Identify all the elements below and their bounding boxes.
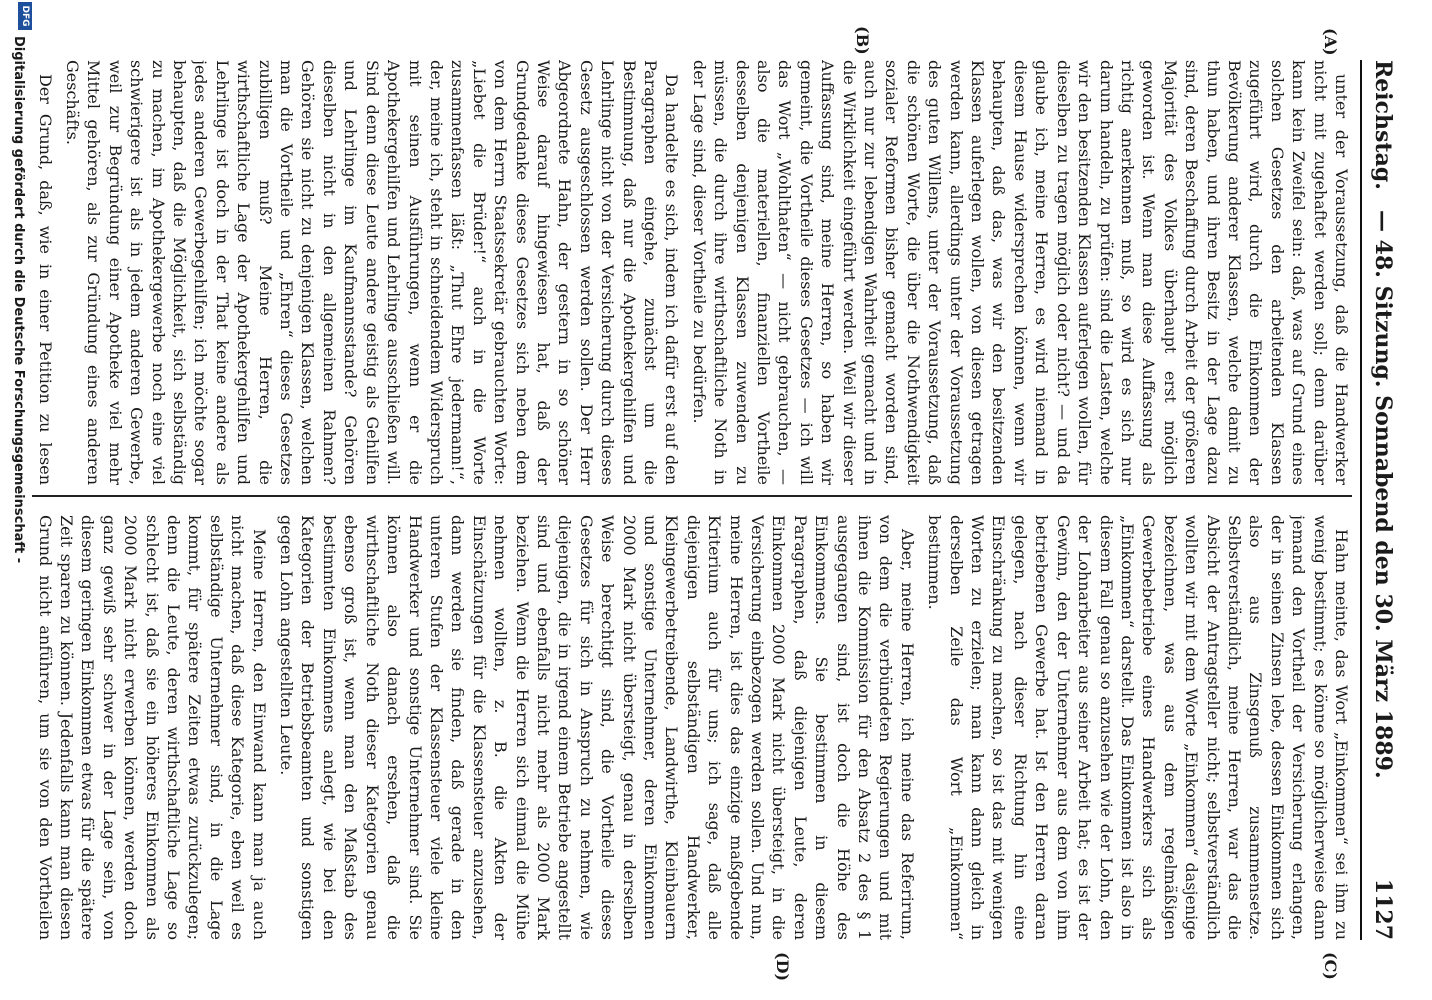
column-divider (32, 495, 1352, 497)
margin-marker-b: (B) (853, 26, 872, 55)
dfg-logo: DFG (18, 2, 32, 30)
text-column-left (32, 60, 1352, 485)
digitization-credit: Digitalisierung gefördert durch die Deutsche Forschungsgemeinschaft - (11, 36, 26, 564)
page-header (1360, 60, 1402, 940)
header-session-date: — 48. Sitzung. Sonnabend den 30. März 1889. (1370, 210, 1396, 779)
margin-marker-a: (A) (1321, 28, 1340, 56)
paragraph: Hahn meinte, das Wort „Einkommen“ sei ihm zu wenig bestimmt; es könne so möglicherweise dann jemand den Vortheil der Versicherung erlangen, der in seinen Zinsen lebe, dessen Einkommen sich also aus Zinsgenuß zusammensetze. Selbstverständlich, meine Herren, war das die Absicht der Antragsteller nicht; selbstverständlich wollten wir mit dem Worte „Einkommen“ dasjenige bezeichnen, was aus dem regelmäßigen Gewerbebetriebe eines Handwerkers sich als „Einkommen“ darstellt. Das Einkommen ist also in diesem Fall genau so anzusehen wie der Lohn, den der Lohnarbeiter aus seiner Arbeit hat; es ist der Gewinn, den der Unternehmer aus dem von ihm betriebenen Gewerbe hat. Ist den Herren daran gelegen, nach dieser Richtung hin eine Einschränkung zu machen, so ist das mit wenigen Worten zu erzielen; man kann dann gleich in derselben Zeile das Wort „Einkommen“ bestimmen. (925, 515, 1351, 940)
page-number: 1127 (1370, 878, 1396, 940)
margin-marker-c: (C) (1321, 952, 1340, 980)
digitization-footer (0, 0, 32, 1000)
margin-marker-d: (D) (773, 952, 792, 982)
paragraph: Da handelte es sich, indem ich dafür erst auf den Paragraphen eingehe, zunächst um die Bestimmung, daß nur die Apothekergehilfen und Lehrlinge nicht von der Versicherung durch dieses Gesetz ausgeschlossen werden sollen. Der Herr Abgeordnete Hahn, der gestern in so schöner Weise darauf hingewiesen hat, daß der Grundgedanke dieses Gesetzes sich neben dem von dem Herrn Staatssekretär gebrauchten Worte: „Liebet die Brüder!“ auch in die Worte zusammenfassen läßt: „Thut Ehre jedermann!“, der, meine ich, steht in schneidendem Widerspruch mit seinen Ausführungen, wenn er die Apothekergehilfen und Lehrlinge ausschließen will. Sind denn diese Leute andere geistig als Gehilfen und Lehrlinge im Kaufmannsstande? Gehören dieselben nicht in den allgemeinen Rahmen? Gehören sie nicht zu denjenigen Klassen, welchen man die Vortheile und „Ehren“ dieses Gesetzes zubilligen muß? Meine Herren, die wirthschaftliche Lage der Apothekergehilfen und Lehrlinge ist doch in der That keine andere als jedes anderen Gewerbegehilfen; ich möchte sogar behaupten, daß die Möglichkeit, sich selbständig zu machen, im Apothekergewerbe noch eine viel schwierigere ist als in jedem anderen Gewerbe, weil zur Begründung einer Apotheke viel mehr Mittel gehören, als zur Gründung eines anderen Geschäfts. (63, 60, 682, 485)
paragraph: unter der Voraussetzung, daß die Handwerker nicht mit zugehaftet werden soll; denn darüber kann kein Zweifel sein: daß, was auf Grund eines solchen Gesetzes den arbeitenden Klassen zugeführt wird, durch die Einkommen der Bevölkerung anderer Klassen, welche damit zu thun haben, und ihren Besitz in der Lage dazu sind, deren Beschaffung durch Arbeit der größeren Majorität des Volkes überhaupt erst möglich geworden ist. Wenn man diese Auffassung als richtig anerkennen muß, so wird es sich nur darum handeln, zu prüfen: sind die Lasten, welche wir den besitzenden Klassen auferlegen wollen, für dieselben zu tragen möglich oder nicht? — und da glaube ich, meine Herren, es wird niemand in diesem Hause widersprechen können, wenn wir behaupten, daß das, was wir den besitzenden Klassen auferlegen wollen, von diesen getragen werden kann, allerdings unter der Voraussetzung des guten Willens, unter der Voraussetzung, daß die schönen Worte, die über die Nothwendigkeit sozialer Reformen bisher gemacht worden sind, auch nur zur lebendigen Wahrheit gemacht und in die Wirklichkeit eingeführt werden. Weil wir dieser Auffassung sind, meine Herren, so haben wir gemeint, die Vortheile dieses Gesetzes — ich will das Wort „Wohlthaten“ — nicht gebrauchen, — also die materiellen, finanziellen Vortheile desselben denjenigen Klassen zuwenden zu müssen, die durch ihre wirthschaftliche Noth in der Lage sind, dieser Vortheile zu bedürfen. (689, 60, 1351, 485)
paragraph: Aber, meine Herren, ich meine das Referirum, von dem die verbündeten Regierungen und mit ihnen die Kommission für den Absatz 2 des § 1 ausgegangen sind, ist doch die Höhe des Einkommens. Sie bestimmen in diesem Paragraphen, daß diejenigen Leute, deren Einkommen 2000 Mark nicht übersteigt, in die Versicherung einbezogen werden sollen. Und nun, meine Herren, ist dies das einzige maßgebende Kriterium auch für uns; ich sage, daß alle diejenigen selbständigen Handwerker, Kleingewerbetreibende, Landwirthe, Kleinbauern und sonstige Unternehmer, deren Einkommen 2000 Mark nicht übersteigt, genau in derselben Weise berechtigt sind, die Vortheile dieses Gesetzes für sich in Anspruch zu nehmen, wie diejenigen, die in irgend einem Betriebe angestellt sind und ebenfalls nicht mehr als 2000 Mark beziehen. Wenn die Herren sich einmal die Mühe nehmen wollten, z. B. die Akten der Einschätzungen für die Klassensteuer anzusehen, dann werden sie finden, daß gerade in den unteren Stufen der Klassensteuer viele kleine Handwerker und sonstige Unternehmer sind. Sie können also danach ersehen, daß die wirthschaftliche Noth dieser Kategorien genau ebenso groß ist, wenn man den Maßstab des bestimmten Einkommens anlegt, wie bei den Kategorien der Betriebsbeamten und sonstigen gegen Lohn angestellten Leute. (277, 515, 917, 940)
paragraph: Meine Herren, den Einwand kann man ja auch nicht machen, daß diese Kategorie, eben weil es selbständige Unternehmer sind, in die Lage kommt, für spätere Zeiten etwas zurückzulegen; denn die Leute, deren wirthschaftliche Lage so schlecht ist, daß sie ein höheres Einkommen als 2000 Mark nicht erwerben können, werden doch ganz gewiß sehr schwer in der Lage sein, von diesem geringen Einkommen etwas für die spätere Zeit sparen zu können. Jedenfalls kann man diesen Grund nicht anführen, um sie von den Vortheilen (35, 515, 269, 940)
paragraph: Der Grund, daß, wie in einer Petition zu lesen (35, 74, 55, 485)
header-title: Reichstag. (1370, 60, 1396, 190)
text-column-right (32, 515, 1352, 940)
